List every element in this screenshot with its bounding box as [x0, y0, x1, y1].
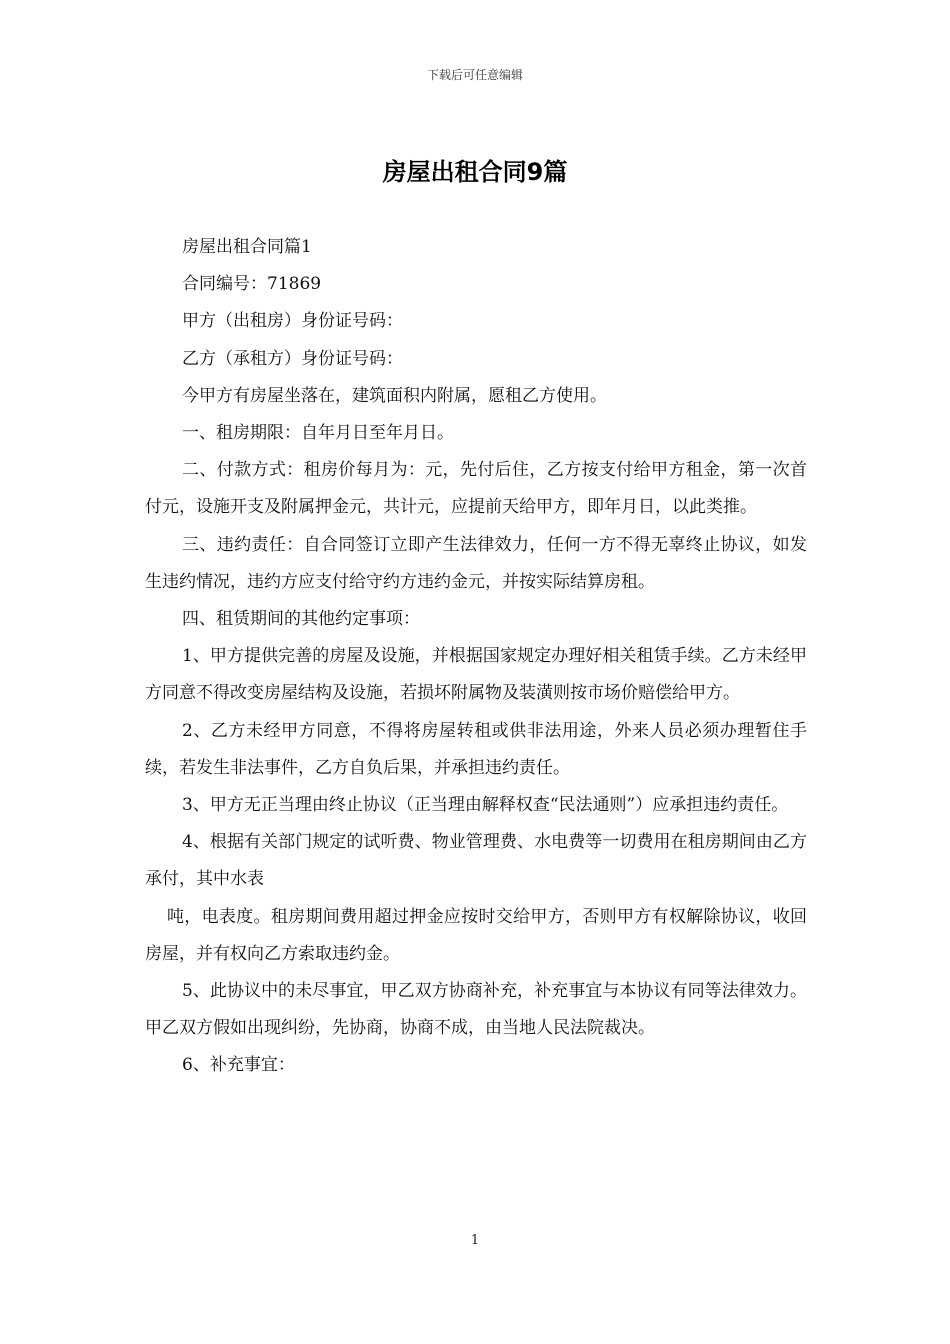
paragraph-item-2: 2、乙方未经甲方同意，不得将房屋转租或供非法用途，外来人员必须办理暂住手续，若发生非法事件，乙方自负后果，并承担违约责任。: [145, 720, 807, 778]
paragraph-term: 一、租房期限：自年月日至年月日。: [182, 423, 454, 444]
paragraph-item-4: 4、根据有关部门规定的试听费、物业管理费、水电费等一切费用在租房期间由乙方承付，其中水表: [145, 832, 807, 890]
paragraph-party-a: 甲方（出租房）身份证号码：: [182, 311, 403, 332]
document-body: [145, 229, 807, 1085]
page-number: 1: [470, 1233, 480, 1248]
header-note: 下载后可任意编辑: [426, 68, 523, 82]
paragraph-liability: 三、违约责任：自合同签订立即产生法律效力，任何一方不得无辜终止协议，如发生违约情况，违约方应支付给守约方违约金元，并按实际结算房租。: [145, 534, 807, 592]
paragraph-other-terms: 四、租赁期间的其他约定事项：: [182, 609, 420, 630]
paragraph-party-b: 乙方（承租方）身份证号码：: [182, 348, 403, 369]
paragraph-intro: 今甲方有房屋坐落在，建筑面积内附属，愿租乙方使用。: [182, 385, 607, 406]
paragraph-item-5: 5、此协议中的未尽事宜，甲乙双方协商补充，补充事宜与本协议有同等法律效力。甲乙双方假如出现纠纷，先协商，协商不成，由当地人民法院裁决。: [145, 981, 807, 1039]
paragraph-item-3: 3、甲方无正当理由终止协议（正当理由解释权查“民法通则”）应承担违约责任。: [182, 795, 789, 816]
paragraph-item-1: 1、甲方提供完善的房屋及设施，并根据国家规定办理好相关租赁手续。乙方未经甲方同意不得改变房屋结构及设施，若损坏附属物及装潢则按市场价赔偿给甲方。: [145, 646, 807, 704]
paragraph-item-4-continued: 吨，电表度。租房期间费用超过押金应按时交给甲方，否则甲方有权解除协议，收回房屋，并有权向乙方索取违约金。: [145, 906, 807, 964]
document-title: 房屋出租合同9篇: [382, 158, 568, 186]
paragraph-contract-number: 合同编号：71869: [182, 274, 322, 295]
paragraph-item-6: 6、补充事宜：: [182, 1055, 295, 1076]
paragraph-payment: 二、付款方式：租房价每月为：元，先付后住，乙方按支付给甲方租金，第一次首付元，设施开支及附属押金元，共计元，应提前天给甲方，即年月日，以此类推。: [145, 460, 807, 518]
paragraph-section-heading: 房屋出租合同篇1: [182, 237, 312, 257]
